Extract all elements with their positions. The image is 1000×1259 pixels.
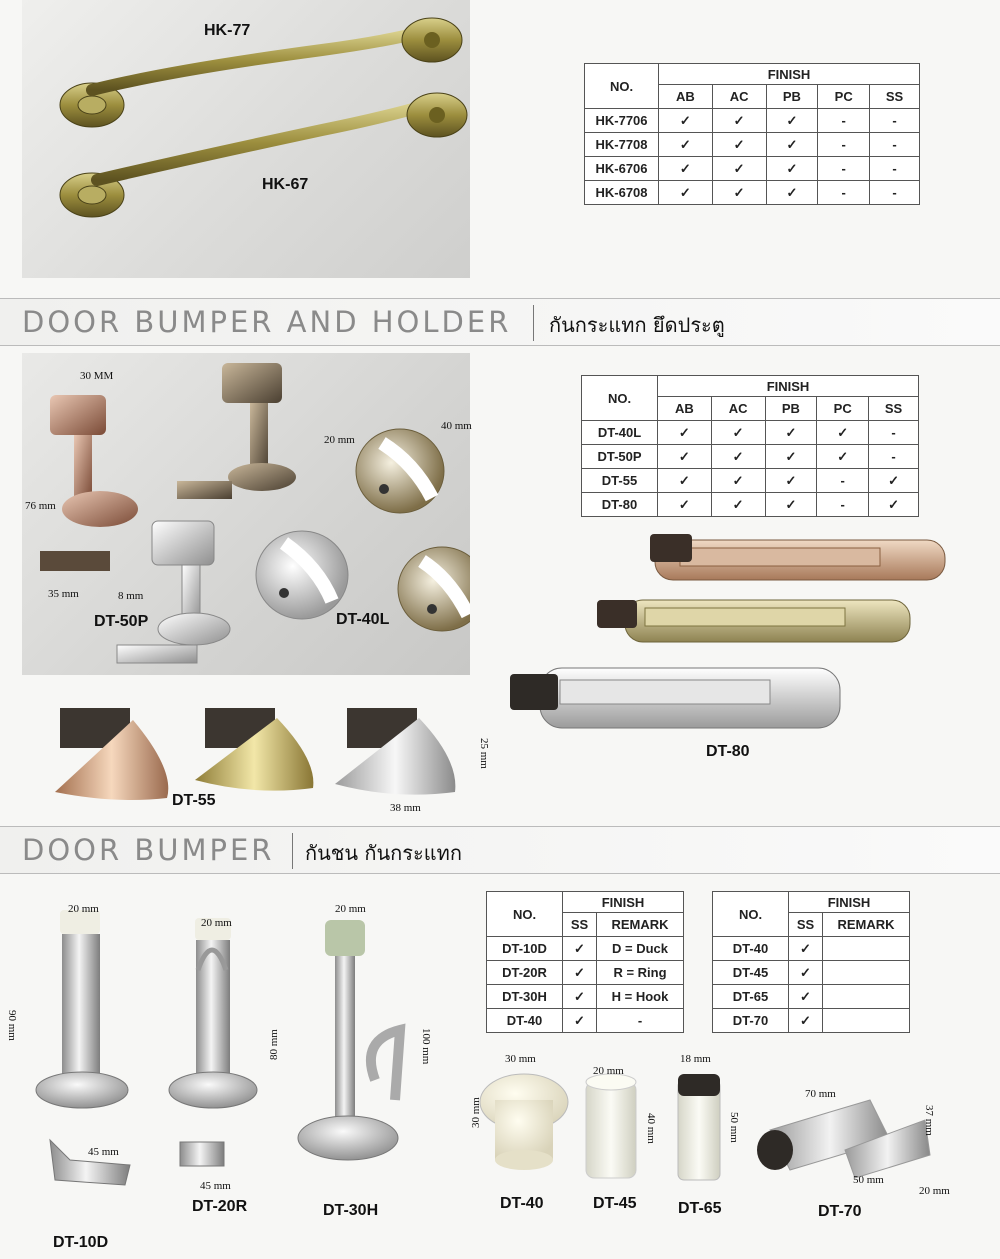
col-remark: REMARK [823,913,910,937]
hook-photo [22,0,470,278]
dim-20mm: 20 mm [324,434,355,446]
table-row: DT-65 ✓ [713,985,910,1009]
col-finish-ac: AC [712,85,766,109]
table-row: DT-45 ✓ [713,961,910,985]
col-finish-pb: PB [765,397,817,421]
table-row: HK-7706 ✓ ✓ ✓ - - [585,109,920,133]
dt10d-dim-20mm: 20 mm [68,903,99,915]
dt20r-dim-20mm: 20 mm [201,917,232,929]
dt10d-dim-90mm: 90 mm [6,1010,18,1041]
col-finish: FINISH [658,376,919,397]
dt70-image [757,1100,930,1178]
dt30h-label: DT-30H [323,1202,379,1219]
table-row: DT-70 ✓ [713,1009,910,1033]
holder-illustration [22,353,470,675]
dt45-image [586,1074,636,1178]
dt20r-dim-80mm: 80 mm [268,1029,280,1060]
section-header-bumper-holder [0,298,1000,346]
bumpers-illustration [0,880,470,1200]
dt40l-dome-images [256,429,470,631]
dt50p-bronze-image [177,363,296,499]
dt10d-label: DT-10D [53,1234,109,1251]
dt80-copper-bolt [650,534,945,580]
dt20r-dim-45mm: 45 mm [200,1180,231,1192]
table-row: DT-10D ✓ D = Duck [487,937,684,961]
dim-76mm: 76 mm [25,500,56,512]
col-finish-ac: AC [711,397,765,421]
col-no: NO. [585,64,659,109]
holder-photo [22,353,470,675]
small-bumpers-illustration [470,1060,970,1200]
table-row: DT-55 ✓ ✓ ✓ - ✓ [582,469,919,493]
dt55-chrome-cone [335,708,455,795]
hook-illustration [22,0,470,278]
col-finish-ss: SS [869,397,919,421]
bumper-finish-table-2 [712,891,910,1033]
holder-finish-table [581,375,919,517]
col-remark: REMARK [597,913,684,937]
dt40l-label: DT-40L [336,611,390,628]
table-row: DT-20R ✓ R = Ring [487,961,684,985]
section-thai-title: กันกระแทก ยึดประตู [549,313,725,337]
bumper-finish-table-1 [486,891,684,1033]
col-finish-ab: AB [659,85,713,109]
dt40-dim-30mm-h: 30 mm [470,1097,482,1128]
dt45-dim-20mm: 20 mm [593,1065,624,1077]
dim-40mm: 40 mm [441,420,472,432]
hk67-label: HK-67 [262,176,309,193]
section-thai-title: กันชน กันกระแทก [305,841,462,865]
col-ss: SS [563,913,597,937]
dt45-label: DT-45 [593,1195,637,1212]
hk77-label: HK-77 [204,22,251,39]
table-row: DT-40L ✓ ✓ ✓ ✓ - [582,421,919,445]
table-row: HK-7708 ✓ ✓ ✓ - - [585,133,920,157]
table-row: HK-6706 ✓ ✓ ✓ - - [585,157,920,181]
table-row: DT-50P ✓ ✓ ✓ ✓ - [582,445,919,469]
dt55-label: DT-55 [172,792,216,809]
dt30h-image [298,920,400,1160]
col-no: NO. [582,376,658,421]
dt50p-copper-image [50,395,138,527]
dt70-dim-50mm: 50 mm [853,1174,884,1186]
table-row: HK-6708 ✓ ✓ ✓ - - [585,181,920,205]
dim-30mm: 30 MM [80,370,114,382]
dt65-label: DT-65 [678,1200,722,1217]
dt55-copper-cone [55,708,168,800]
dt30h-dim-100mm: 100 mm [420,1028,432,1065]
dt40-image [480,1074,568,1170]
dt80-brass-bolt [597,600,910,642]
dim-8mm: 8 mm [118,590,144,602]
col-finish-pc: PC [818,85,870,109]
dt50p-label: DT-50P [94,613,149,630]
dt70-dim-70mm: 70 mm [805,1088,836,1100]
dim-35mm: 35 mm [48,588,79,600]
section-title: DOOR BUMPER AND HOLDER [22,305,512,339]
col-ss: SS [789,913,823,937]
dim-38mm: 38 mm [390,802,421,814]
col-finish-pb: PB [766,85,818,109]
dt80-illustration [505,520,955,755]
dt55-brass-cone [195,708,313,791]
dt20r-label: DT-20R [192,1198,248,1215]
dt10d-dim-45mm: 45 mm [88,1146,119,1158]
col-finish-ss: SS [870,85,920,109]
col-no: NO. [487,892,563,937]
hook-finish-table [584,63,920,205]
col-finish-pc: PC [817,397,869,421]
col-finish-ab: AB [658,397,712,421]
dt45-dim-40mm: 40 mm [645,1113,657,1144]
table-row: DT-40 ✓ [713,937,910,961]
col-finish: FINISH [659,64,920,85]
col-finish: FINISH [789,892,910,913]
dt65-dim-50mm: 50 mm [728,1112,740,1143]
dim-25mm: 25 mm [478,738,490,769]
dt55-illustration [55,700,475,810]
dt20r-image [169,918,257,1166]
dt40-dim-30mm-w: 30 mm [505,1053,536,1065]
col-finish: FINISH [563,892,684,913]
dt70-label: DT-70 [818,1203,862,1220]
col-no: NO. [713,892,789,937]
dt65-image [678,1074,720,1180]
section-header-bumper [0,826,1000,874]
dt65-dim-18mm: 18 mm [680,1053,711,1065]
section-title: DOOR BUMPER [22,833,275,867]
dt70-dim-37mm: 37 mm [923,1105,935,1136]
section-divider [533,305,534,341]
table-row: DT-80 ✓ ✓ ✓ - ✓ [582,493,919,517]
section-divider [292,833,293,869]
dt80-chrome-bolt [510,668,840,728]
table-row: DT-30H ✓ H = Hook [487,985,684,1009]
table-row: DT-40 ✓ - [487,1009,684,1033]
dt30h-dim-20mm: 20 mm [335,903,366,915]
dt70-dim-20mm: 20 mm [919,1185,950,1197]
dt80-label: DT-80 [706,743,750,760]
dt40-label: DT-40 [500,1195,544,1212]
dt10d-image [36,910,130,1185]
